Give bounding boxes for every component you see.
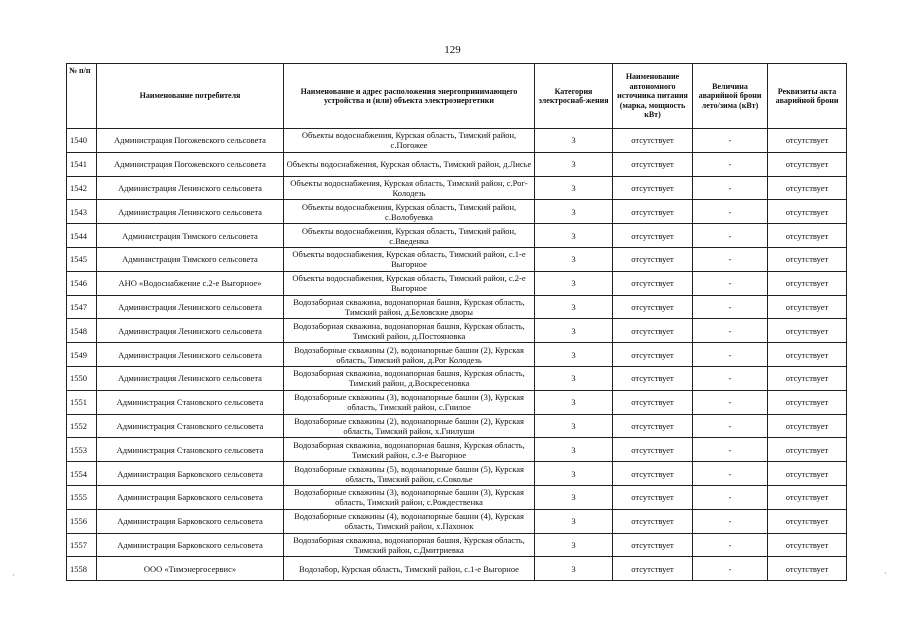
cell-reserve: - bbox=[693, 129, 768, 153]
cell-act: отсутствует bbox=[768, 319, 847, 343]
cell-act: отсутствует bbox=[768, 533, 847, 557]
cell-act: отсутствует bbox=[768, 485, 847, 509]
cell-category: 3 bbox=[535, 438, 613, 462]
cell-act: отсутствует bbox=[768, 271, 847, 295]
cell-category: 3 bbox=[535, 485, 613, 509]
cell-consumer: Администрация Ленинского сельсовета bbox=[97, 319, 284, 343]
cell-num: 1550 bbox=[67, 366, 97, 390]
cell-source: отсутствует bbox=[613, 557, 693, 581]
cell-reserve: - bbox=[693, 509, 768, 533]
cell-act: отсутствует bbox=[768, 224, 847, 248]
cell-category: 3 bbox=[535, 247, 613, 271]
cell-object: Водозаборная скважина, водонапорная башня, Курская область, Тимский район, д.Беловские дворы bbox=[284, 295, 535, 319]
cell-reserve: - bbox=[693, 414, 768, 438]
cell-reserve: - bbox=[693, 438, 768, 462]
cell-category: 3 bbox=[535, 533, 613, 557]
cell-num: 1556 bbox=[67, 509, 97, 533]
cell-consumer: Администрация Ленинского сельсовета bbox=[97, 200, 284, 224]
cell-category: 3 bbox=[535, 557, 613, 581]
cell-act: отсутствует bbox=[768, 462, 847, 486]
cell-category: 3 bbox=[535, 414, 613, 438]
energy-reserve-table bbox=[66, 63, 847, 581]
cell-source: отсутствует bbox=[613, 200, 693, 224]
table-row bbox=[67, 176, 847, 200]
cell-reserve: - bbox=[693, 295, 768, 319]
cell-object: Объекты водоснабжения, Курская область, Тимский район, с.Рог-Колодезь bbox=[284, 176, 535, 200]
cell-source: отсутствует bbox=[613, 462, 693, 486]
cell-category: 3 bbox=[535, 295, 613, 319]
cell-object: Объекты водоснабжения, Курская область, Тимский район, с.Волобуевка bbox=[284, 200, 535, 224]
cell-consumer: Администрация Становского сельсовета bbox=[97, 390, 284, 414]
cell-source: отсутствует bbox=[613, 533, 693, 557]
header-num: № п/п bbox=[67, 64, 97, 129]
cell-reserve: - bbox=[693, 366, 768, 390]
cell-reserve: - bbox=[693, 485, 768, 509]
cell-category: 3 bbox=[535, 224, 613, 248]
table-row bbox=[67, 462, 847, 486]
cell-num: 1547 bbox=[67, 295, 97, 319]
table-body bbox=[67, 129, 847, 581]
table-row bbox=[67, 533, 847, 557]
page-number: 129 bbox=[444, 44, 461, 56]
cell-object: Объекты водоснабжения, Курская область, Тимский район, с.1-е Выгорное bbox=[284, 247, 535, 271]
header-reserve: Величина аварийной брони лето/зима (кВт) bbox=[693, 64, 768, 129]
cell-reserve: - bbox=[693, 271, 768, 295]
cell-object: Объекты водоснабжения, Курская область, Тимский район, д.Лисье bbox=[284, 152, 535, 176]
cell-source: отсутствует bbox=[613, 414, 693, 438]
cell-consumer: Администрация Ленинского сельсовета bbox=[97, 176, 284, 200]
cell-object: Водозаборная скважина, водонапорная башня, Курская область, Тимский район, с.3-е Выгорное bbox=[284, 438, 535, 462]
cell-source: отсутствует bbox=[613, 366, 693, 390]
cell-num: 1549 bbox=[67, 343, 97, 367]
table-row bbox=[67, 390, 847, 414]
cell-source: отсутствует bbox=[613, 343, 693, 367]
cell-category: 3 bbox=[535, 390, 613, 414]
cell-consumer: Администрация Погожевского сельсовета bbox=[97, 152, 284, 176]
cell-consumer: АНО «Водоснабжение с.2-е Выгорное» bbox=[97, 271, 284, 295]
cell-consumer: Администрация Барковского сельсовета bbox=[97, 485, 284, 509]
table-row bbox=[67, 343, 847, 367]
cell-category: 3 bbox=[535, 176, 613, 200]
table-row bbox=[67, 152, 847, 176]
table-row bbox=[67, 129, 847, 153]
cell-source: отсутствует bbox=[613, 129, 693, 153]
table-header-row bbox=[67, 64, 847, 129]
cell-reserve: - bbox=[693, 533, 768, 557]
header-consumer: Наименование потребителя bbox=[97, 64, 284, 129]
cell-act: отсутствует bbox=[768, 557, 847, 581]
cell-category: 3 bbox=[535, 509, 613, 533]
cell-category: 3 bbox=[535, 343, 613, 367]
cell-num: 1555 bbox=[67, 485, 97, 509]
table-row bbox=[67, 366, 847, 390]
cell-source: отсутствует bbox=[613, 295, 693, 319]
cell-act: отсутствует bbox=[768, 414, 847, 438]
table-row bbox=[67, 319, 847, 343]
cell-source: отсутствует bbox=[613, 485, 693, 509]
cell-object: Водозаборные скважины (5), водонапорные башни (5), Курская область, Тимский район, с.Соколье bbox=[284, 462, 535, 486]
cell-reserve: - bbox=[693, 224, 768, 248]
table-row bbox=[67, 247, 847, 271]
cell-act: отсутствует bbox=[768, 295, 847, 319]
cell-act: отсутствует bbox=[768, 438, 847, 462]
cell-act: отсутствует bbox=[768, 509, 847, 533]
cell-source: отсутствует bbox=[613, 438, 693, 462]
cell-object: Водозаборные скважины (3), водонапорные башни (3), Курская область, Тимский район, с.Рождественка bbox=[284, 485, 535, 509]
cell-act: отсутствует bbox=[768, 343, 847, 367]
cell-object: Водозаборные скважины (2), водонапорные башни (2), Курская область, Тимский район, х.Гнилуши bbox=[284, 414, 535, 438]
cell-source: отсутствует bbox=[613, 152, 693, 176]
header-act: Реквизиты акта аварийной брони bbox=[768, 64, 847, 129]
cell-consumer: Администрация Барковского сельсовета bbox=[97, 533, 284, 557]
cell-category: 3 bbox=[535, 366, 613, 390]
cell-object: Водозаборные скважины (2), водонапорные башни (2), Курская область, Тимский район, д.Рог Колодезь bbox=[284, 343, 535, 367]
table-row bbox=[67, 224, 847, 248]
cell-reserve: - bbox=[693, 390, 768, 414]
cell-reserve: - bbox=[693, 200, 768, 224]
cell-object: Водозаборные скважины (3), водонапорные башни (3), Курская область, Тимский район, с.Гнилое bbox=[284, 390, 535, 414]
cell-object: Водозаборная скважина, водонапорная башня, Курская область, Тимский район, д.Воскресеновка bbox=[284, 366, 535, 390]
cell-reserve: - bbox=[693, 343, 768, 367]
scan-dot-mark: · bbox=[12, 571, 15, 580]
table-row bbox=[67, 271, 847, 295]
cell-reserve: - bbox=[693, 176, 768, 200]
cell-num: 1552 bbox=[67, 414, 97, 438]
cell-consumer: Администрация Ленинского сельсовета bbox=[97, 343, 284, 367]
cell-num: 1554 bbox=[67, 462, 97, 486]
cell-act: отсутствует bbox=[768, 390, 847, 414]
cell-reserve: - bbox=[693, 319, 768, 343]
table-row bbox=[67, 438, 847, 462]
cell-reserve: - bbox=[693, 247, 768, 271]
cell-object: Водозаборные скважины (4), водонапорные башни (4), Курская область, Тимский район, х.Пахонок bbox=[284, 509, 535, 533]
table-row bbox=[67, 557, 847, 581]
cell-category: 3 bbox=[535, 152, 613, 176]
cell-act: отсутствует bbox=[768, 247, 847, 271]
cell-consumer: Администрация Ленинского сельсовета bbox=[97, 295, 284, 319]
table-row bbox=[67, 485, 847, 509]
table-row bbox=[67, 414, 847, 438]
cell-num: 1553 bbox=[67, 438, 97, 462]
cell-consumer: ООО «Тимэнергосервис» bbox=[97, 557, 284, 581]
cell-source: отсутствует bbox=[613, 247, 693, 271]
cell-category: 3 bbox=[535, 200, 613, 224]
cell-category: 3 bbox=[535, 129, 613, 153]
cell-num: 1546 bbox=[67, 271, 97, 295]
cell-reserve: - bbox=[693, 462, 768, 486]
header-source: Наименование автономного источника питания (марка, мощность кВт) bbox=[613, 64, 693, 129]
cell-source: отсутствует bbox=[613, 390, 693, 414]
header-object: Наименование и адрес расположения энергопринимающего устройства и (или) объекта электроэнергетики bbox=[284, 64, 535, 129]
cell-reserve: - bbox=[693, 557, 768, 581]
cell-act: отсутствует bbox=[768, 200, 847, 224]
cell-consumer: Администрация Барковского сельсовета bbox=[97, 509, 284, 533]
table-row bbox=[67, 200, 847, 224]
scan-dot-mark: · bbox=[884, 569, 887, 578]
cell-act: отсутствует bbox=[768, 152, 847, 176]
cell-act: отсутствует bbox=[768, 129, 847, 153]
cell-object: Водозабор, Курская область, Тимский район, с.1-е Выгорное bbox=[284, 557, 535, 581]
cell-category: 3 bbox=[535, 271, 613, 295]
cell-consumer: Администрация Тимского сельсовета bbox=[97, 247, 284, 271]
cell-consumer: Администрация Становского сельсовета bbox=[97, 438, 284, 462]
cell-source: отсутствует bbox=[613, 176, 693, 200]
cell-reserve: - bbox=[693, 152, 768, 176]
cell-num: 1557 bbox=[67, 533, 97, 557]
cell-consumer: Администрация Становского сельсовета bbox=[97, 414, 284, 438]
cell-num: 1540 bbox=[67, 129, 97, 153]
cell-num: 1548 bbox=[67, 319, 97, 343]
cell-category: 3 bbox=[535, 319, 613, 343]
cell-num: 1541 bbox=[67, 152, 97, 176]
cell-consumer: Администрация Погожевского сельсовета bbox=[97, 129, 284, 153]
cell-object: Объекты водоснабжения, Курская область, Тимский район, с.Введенка bbox=[284, 224, 535, 248]
cell-source: отсутствует bbox=[613, 271, 693, 295]
table-row bbox=[67, 295, 847, 319]
cell-source: отсутствует bbox=[613, 319, 693, 343]
cell-source: отсутствует bbox=[613, 509, 693, 533]
header-category: Категория электроснаб-жения bbox=[535, 64, 613, 129]
cell-num: 1545 bbox=[67, 247, 97, 271]
cell-consumer: Администрация Барковского сельсовета bbox=[97, 462, 284, 486]
cell-object: Объекты водоснабжения, Курская область, Тимский район, с.2-е Выгорное bbox=[284, 271, 535, 295]
cell-category: 3 bbox=[535, 462, 613, 486]
cell-act: отсутствует bbox=[768, 176, 847, 200]
cell-num: 1544 bbox=[67, 224, 97, 248]
cell-consumer: Администрация Ленинского сельсовета bbox=[97, 366, 284, 390]
table-row bbox=[67, 509, 847, 533]
cell-num: 1543 bbox=[67, 200, 97, 224]
cell-num: 1542 bbox=[67, 176, 97, 200]
cell-act: отсутствует bbox=[768, 366, 847, 390]
cell-consumer: Администрация Тимского сельсовета bbox=[97, 224, 284, 248]
cell-source: отсутствует bbox=[613, 224, 693, 248]
cell-num: 1551 bbox=[67, 390, 97, 414]
cell-object: Объекты водоснабжения, Курская область, Тимский район, с.Погожее bbox=[284, 129, 535, 153]
cell-object: Водозаборная скважина, водонапорная башня, Курская область, Тимский район, с.Дмитриевка bbox=[284, 533, 535, 557]
cell-object: Водозаборная скважина, водонапорная башня, Курская область, Тимский район, д.Постояновка bbox=[284, 319, 535, 343]
cell-num: 1558 bbox=[67, 557, 97, 581]
